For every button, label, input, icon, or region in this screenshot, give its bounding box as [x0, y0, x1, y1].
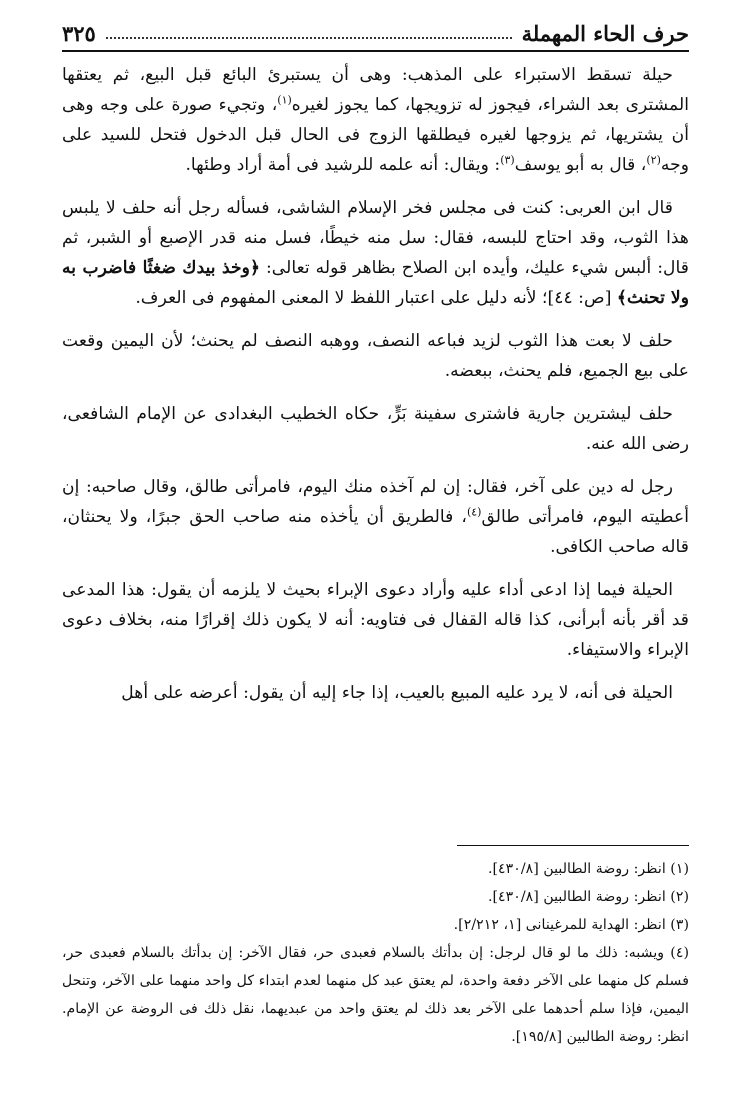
footnote: (٤) ويشبه: ذلك ما لو قال لرجل: إن بدأتك بالسلام فعبدى حر، فقال الآخر: إن بدأتك بالسلام فعبدى حر، فسلم كل منهما على الآخر دفعة واحدة، لم يعتق عبد كل منهما لعدم ابتداء كل واحد منهما على الآخر، وتنحل اليمين، فإذا سلم أحدهما على الآخر بعد ذلك لم يعتق واحد من عبديهما، نقل ذلك فى الروضة عن الإمام. انظر: روضة الطالبين [١٩٥/٨].: [62, 945, 689, 1045]
quran-verse: ﴿وخذ بيدك ضغثًا فاضرب به ولا تحنث﴾: [62, 258, 689, 308]
footnote-ref: (٣): [500, 153, 515, 167]
page-header: [62, 14, 689, 52]
footnote: (١) انظر: روضة الطالبين [٤٣٠/٨].: [487, 861, 689, 877]
paragraph: رجل له دين على آخر، فقال: إن لم آخذه منك اليوم، فامرأتى طالق، وقال صاحبه: إن أعطيته اليوم، فامرأتى طالق$^{(٤)}$، فالطريق أن يأخذه منه صاحب الحق جبرًا، ولا يحنثان، قاله صاحب الكافى.: [62, 477, 690, 557]
page-number: ٣٢٥: [62, 21, 96, 46]
footnote-ref: (١): [277, 93, 292, 107]
header-dot-leader: [106, 37, 512, 39]
paragraph: حلف لا بعت هذا الثوب لزيد فباعه النصف، ووهبه النصف لم يحنث؛ لأن اليمين وقعت على بيع الجميع، فلم يحنث، ببعضه.: [62, 331, 689, 381]
footnote-ref: (٤): [466, 505, 482, 519]
main-text: [62, 60, 689, 721]
footnotes: [62, 855, 689, 1051]
footnote: (٢) انظر: روضة الطالبين [٤٣٠/٨].: [487, 889, 689, 905]
footnote: (٣) انظر: الهداية للمرغينانى [١، ٢/٢١٢].: [453, 917, 689, 933]
paragraph: الحيلة فى أنه، لا يرد عليه المبيع بالعيب، إذا جاء إليه أن يقول: أعرضه على أهل: [121, 683, 673, 703]
footnote-ref: (٢): [646, 153, 661, 167]
paragraph: الحيلة فيما إذا ادعى أداء عليه وأراد دعوى الإبراء بحيث لا يلزمه أن يقول: هذا المدعى قد أقر بأنه أبرأنى، كذا قاله القفال فى فتاويه: أنه لا يكون ذلك إقرارًا منه، بخلاف دعوى الإبراء والاستيفاء.: [62, 580, 689, 660]
footnote-separator: [457, 845, 689, 846]
paragraph: حيلة تسقط الاستبراء على المذهب: وهى أن يستبرئ البائع قبل البيع، ثم يعتقها المشترى بعد الشراء، فيجوز له تزويجها، كما يجوز لغيره$^{(١)}$، وتجيء صورة على وجه وهى أن يشتريها، ثم يزوجها لغيره فيطلقها الزوج فى الحال قبل الدخول فتحل للسيد على وجه$^{(٢)}$، قال به أبو يوسف$^{(٣)}$: ويقال: أنه علمه للرشيد فى أمة أراد وطئها.: [62, 65, 689, 175]
paragraph: حلف ليشترين جارية فاشترى سفينة بَرٍّ، حكاه الخطيب البغدادى عن الإمام الشافعى، رضى الله عنه.: [62, 404, 689, 454]
chapter-title: حرف الحاء المهملة: [521, 21, 689, 46]
paragraph: قال ابن العربى: كنت فى مجلس فخر الإسلام الشاشى، فسأله رجل أنه حلف لا يلبس هذا الثوب، وقد احتاج للبسه، فقال: سل منه خيطًا، فسل منه قدر الإصبع أو الشبر، ثم قال: ألبس شيء عليك، وأيده ابن الصلاح بظاهر قوله تعالى: ﴿وخذ بيدك ضغثًا فاضرب به ولا تحنث﴾ [ص: ٤٤]؛ لأنه دليل على اعتبار اللفظ لا المعنى المفهوم فى العرف.: [62, 198, 689, 308]
